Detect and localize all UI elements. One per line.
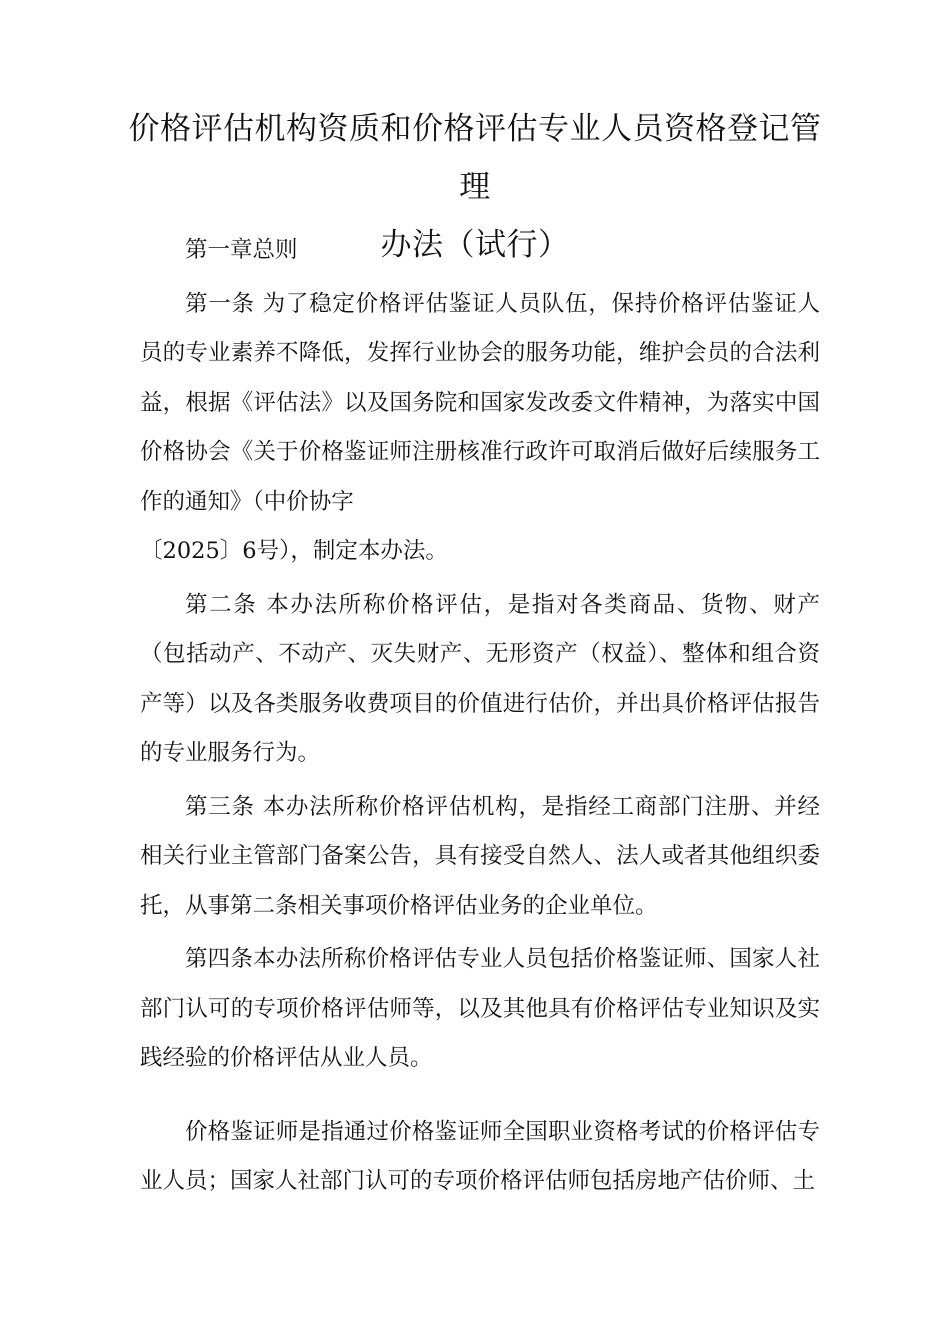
article-1-paragraph: 第一条 为了稳定价格评估鉴证人员队伍，保持价格评估鉴证人员的专业素养不降低，发挥行业协会的服务功能，维护会员的合法利益，根据《评估法》以及国务院和国家发改委文件精神，为落实中国价格协会《关于价格鉴证师注册核准行政许可取消后做好后续服务工作的通知》（中价协字 bbox=[140, 290, 820, 515]
chapter-heading: 第一章总则 bbox=[185, 237, 298, 263]
article-1-continuation: 〔2025〕6号），制定本办法。 bbox=[140, 538, 448, 564]
article-3-paragraph: 第三条 本办法所称价格评估机构，是指经工商部门注册、并经相关行业主管部门备案公告，具有接受自然人、法人或者其他组织委托，从事第二条相关事项价格评估业务的企业单位。 bbox=[140, 793, 820, 919]
document-title-line-1: 价格评估机构资质和价格评估专业人员资格登记管理 bbox=[128, 111, 822, 205]
definition-paragraph: 价格鉴证师是指通过价格鉴证师全国职业资格考试的价格评估专业人员；国家人社部门认可的专项价格评估师包括房地产估价师、土 bbox=[140, 1118, 820, 1194]
article-2-paragraph: 第二条 本办法所称价格评估，是指对各类商品、货物、财产（包括动产、不动产、灭失财产、无形资产（权益）、整体和组合资产等）以及各类服务收费项目的价值进行估价，并出具价格评估报告的专业服务行为。 bbox=[140, 591, 820, 766]
document-title-line-2: 办法（试行） bbox=[380, 227, 570, 263]
document-body bbox=[140, 226, 820, 1207]
article-4-paragraph: 第四条本办法所称价格评估专业人员包括价格鉴证师、国家人社部门认可的专项价格评估师等，以及其他具有价格评估专业知识及实践经验的价格评估从业人员。 bbox=[140, 946, 820, 1071]
